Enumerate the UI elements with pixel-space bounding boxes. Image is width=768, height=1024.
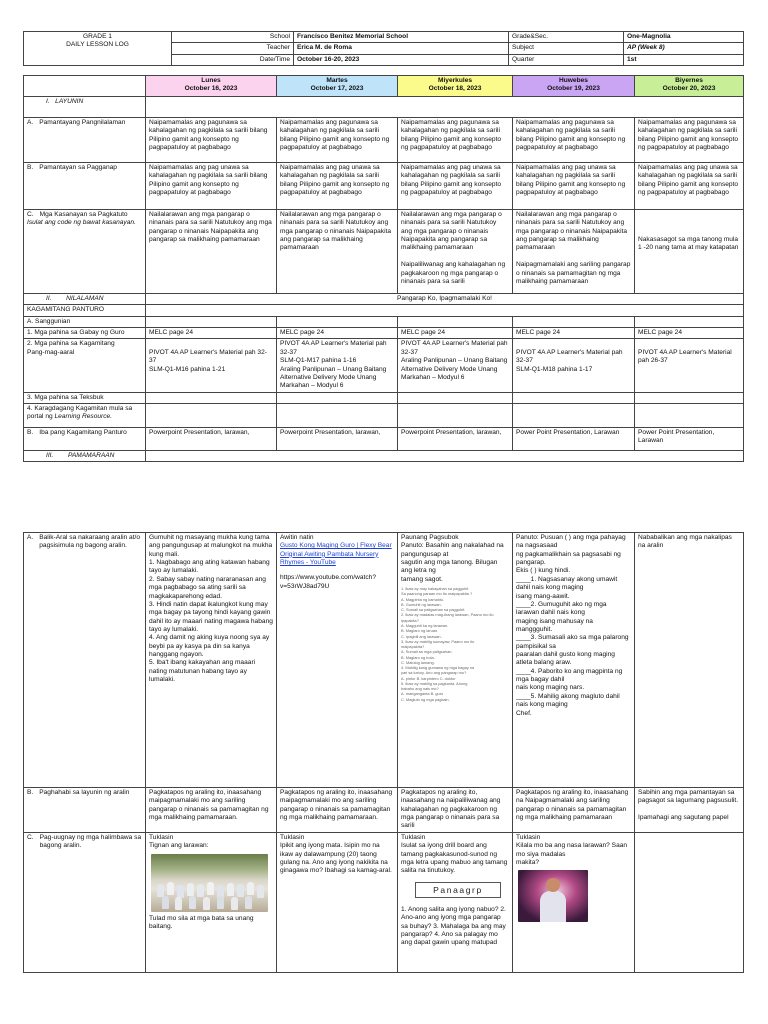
quarter-label: Quarter	[509, 54, 624, 65]
iba-pang-kagamitan-row	[24, 427, 744, 450]
cell-text: MELC page 24	[398, 328, 513, 339]
youtube-link[interactable]: Gusto Kong Maging Guro | Flexy Bear Original Awiting Pambata Nursery Rhymes - YouTube	[280, 542, 392, 567]
paunang-pagsubok: Paunang Pagsubok Panuto: Basahin ang nakalahad na pangungusap at sagutin ang mga tanong. Bilugan ang letra ng tamang sagot.	[401, 534, 504, 583]
cell-text: Nailalarawan ang mga pangarap o ninanais para sa sarili Natutukoy ang mga pangarap o ninanais Naipapakita ang pangarap sa malikhaing pamamaraan Naipaliliwanag ang kahalagahan ng pagkakaroon ng mga pangarap o ninanais para sa sarili	[398, 210, 513, 294]
balik-aral-tuesday	[277, 533, 398, 788]
balik-aral-friday: Nababalikan ang mga nakalipas na aralin	[635, 533, 744, 788]
quiz-image: 1. Ikaw ay may kakayahan sa pagguhit. Sa paanong paraan mo ito maipapakita ? A. Magpinta ng kamahtu. B. Gumuhit ng larawan. C. Sumali sa paligsahan sa pagguhit. 2. Ikaw ay madalas mag-ibang larawan, Paano mo ito ipapakita? A. Magguhit ka ng larawan. B. Maglaro ng laruan. C. Ipagbili ang larawan. 3. Ikaw ay mahilig sumayaw, Paano mo ito maipapakita? A. Sumali sa mga paligsahan. B. Maglaro ng bola. C. Matulog lamang. 4. Mahilig kang gumawa ng mga bagay na yari sa kahoy. Ano ang pangarap mo? A. pintor B. karpintero C. doktor 5. Ikaw ay mahilig sa pagkanta. Anong trabaho ang nais mo? A. manganganta B. guro C. Magluto ng mga pagkain.	[401, 586, 494, 702]
section-nilalaman: II. NILALAMAN	[24, 294, 146, 305]
cell-text: MELC page 24	[635, 328, 744, 339]
cell-text: MELC page 24	[277, 328, 398, 339]
subject-label: Subject	[509, 43, 624, 54]
datetime-label: Date/Time	[172, 54, 294, 65]
row-label-gabay-guro: 1. Mga pahina sa Gabay ng Guro	[24, 328, 146, 339]
students-photo	[151, 854, 268, 912]
datetime-value: October 16-20, 2023	[294, 54, 509, 65]
cell-text: PIVOT 4A AP Learner's Material pah 32-37 SLM-Q1-M18 pahina 1-17	[513, 339, 635, 392]
row-label-pamantayang-pangnilalaman: A. Pamantayang Pangnilalaman	[24, 118, 146, 163]
cell-text: Nailalarawan ang mga pangarap o ninanais para sa sarili Natutukoy ang mga pangarap o ninanais Naipapakita ang pangarap sa malikhaing pamamaraan Naipagmamalaki ang sariling pangarap o ninanais sa pamamagitan ng mga malikhaing pamamaraan	[513, 210, 635, 294]
cell-text: Naipamamalas ang pag unawa sa kahalagahan ng pagkilala sa sarili bilang Pilipino gamit ang konsepto ng pagpapatuloy at pagbabago	[398, 163, 513, 210]
row-label-sanggunian: A. Sanggunian	[24, 316, 146, 327]
awitin-title: Awitin natin	[280, 534, 314, 541]
layunin-row	[24, 97, 744, 118]
section-layunin: I. LAYUNIN	[24, 97, 146, 118]
cell-text: Sabihin ang mga pamantayan sa pagsagot sa lagumang pagsusulit. Ipamahagi ang sagutang papel	[635, 788, 744, 833]
grade-cell	[24, 32, 172, 66]
gradesec-label: Grade&Sec.	[509, 32, 624, 43]
school-label: School	[172, 32, 294, 43]
pamamaraan-table	[23, 532, 744, 973]
pamamaraan-row	[24, 450, 744, 461]
row-label-kasanayan: C. Mga Kasanayan sa Pagkatuto Isulat ang code ng bawat kasanayan.	[24, 210, 146, 294]
quarter-value: 1st	[624, 54, 744, 65]
section-pamamaraan: III. PAMAMARAAN	[24, 450, 146, 461]
pag-uugnay-row	[24, 833, 744, 973]
gradesec-value: One-Magnolia	[624, 32, 744, 43]
row-label-karagdagang: 4. Karagdagang Kagamitan mula sa portal ng Learning Resource.	[24, 403, 146, 427]
nilalaman-value: Pangarap Ko, Ipagmamalaki Ko!	[146, 294, 744, 305]
karagdagang-row	[24, 403, 744, 427]
cell-text: Power Point Presentation, Larawan	[513, 427, 635, 450]
singer-photo	[518, 870, 588, 922]
cell-text: Power Point Presentation, Larawan	[635, 427, 744, 450]
kagamitang-row	[24, 305, 744, 316]
balik-aral-wednesday	[398, 533, 513, 788]
cell-text: Powerpoint Presentation, larawan,	[277, 427, 398, 450]
teksbuk-row	[24, 392, 744, 403]
cell-text: PIVOT 4A AP Learner's Material pah 32-37 Araling Panlipunan – Unang Baitang Alternative Delivery Mode Unang Markahan – Modyul 6	[398, 339, 513, 392]
pamantayang-pangnilalaman-row	[24, 118, 744, 163]
cell-text: Pagkatapos ng araling ito, inaasahang maipagmamalaki mo ang sariling pangarap o ninanais sa pamamagitan ng mga malikhaing pamamaraan.	[146, 788, 277, 833]
cell-text: MELC page 24	[513, 328, 635, 339]
day-header-friday: Biyernes October 20, 2023	[635, 76, 744, 97]
row-label-teksbuk: 3. Mga pahina sa Teksbuk	[24, 392, 146, 403]
cell-text: Naipamamalas ang pag unawa sa kahalagahan ng pagkilala sa sarili bilang Pilipino gamit ang konsepto ng pagpapatuloy at pagbabago	[513, 163, 635, 210]
pag-uugnay-thursday: Tuklasin Kilala mo ba ang nasa larawan? Saan mo siya madalas makita?	[513, 833, 635, 973]
paghahabi-row	[24, 788, 744, 833]
teacher-label: Teacher	[172, 43, 294, 54]
row-label-pag-uugnay: C. Pag-uugnay ng mga halimbawa sa bagong aralin.	[24, 833, 146, 973]
teacher-value: Erica M. de Roma	[294, 43, 509, 54]
days-row	[24, 76, 744, 97]
row-label-paghahabi: B. Paghahabi sa layunin ng aralin	[24, 788, 146, 833]
day-header-thursday: Huwebes October 19, 2023	[513, 76, 635, 97]
day-header-wednesday: Miyerkules October 18, 2023	[398, 76, 513, 97]
header-table	[23, 31, 744, 66]
cell-text: PIVOT 4A AP Learner's Material pah 26-37	[635, 339, 744, 392]
cell-text: Naipamamalas ang pag unawa sa kahalagahan ng pagkilala sa sarili bilang Pilipino gamit ang konsepto ng pagpapatuloy at pagbabago	[146, 163, 277, 210]
school-value: Francisco Benitez Memorial School	[294, 32, 509, 43]
grade-label: GRADE 1	[83, 33, 112, 40]
log-type-label: DAILY LESSON LOG	[66, 41, 129, 49]
pamantayan-pagganap-row	[24, 163, 744, 210]
balik-aral-monday: Gumuhit ng masayang mukha kung tama ang pangungusap at malungkot na mukha kung mali. 1. Nagbabago ang ating katawan habang tayo ay lumalaki. 2. Sabay sabay nating nararanasan ang mga pagbabago sa ating sarili sa magkakaparehong edad. 3. Hindi natin dapat ikalungkot kung may mga bagay pa tayong hindi kayang gawin dahil ito ay maaari nating magawa habang tayo ay lumalaki. 4. Ang damit ng aking kuya noong sya ay beybi pa ay kasya pa din sa kanya hanggang ngayon. 5. Iba't ibang kakayahan ang maaari nating matutunan habang tayo ay lumalaki.	[146, 533, 277, 788]
cell-text: Naipamamalas ang pagunawa sa kahalagahan ng pagkilala sa sarili bilang Pilipino gamit ang konsepto ng pagpapatuloy at pagbabago	[277, 118, 398, 163]
kasanayan-row	[24, 210, 744, 294]
day-header-monday: Lunes October 16, 2023	[146, 76, 277, 97]
cell-text: Naipamamalas ang pag unawa sa kahalagahan ng pagkilala sa sarili bilang Pilipino gamit ang konsepto ng pagpapatuloy at pagbabago	[635, 163, 744, 210]
youtube-url[interactable]: https://www.youtube.com/watch?v=53rWJ8ad79U	[280, 574, 377, 590]
subject-value: AP (Week 8)	[624, 43, 744, 54]
balik-aral-thursday: Panuto: Pusuan ( ) ang mga pahayag na nagsasaad ng pagkamalikhain sa pagsasabi ng pangarap. Ekis ( ) kung hindi. ____1. Nagsasanay akong umawit dahil nais kong maging isang mang-aawit. ____2. Gumuguhit ako ng mga larawan dahil nais kong maging isang mahusay na manggguhit. ____3. Sumasali ako sa mga palarong pampisikal sa paaralan dahil gusto kong maging atleta balang araw. ____4. Paborito ko ang magpinta ng mga bagay dahil nais kong maging nars. ____5. Mahilig akong magluto dahil nais kong maging Chef.	[513, 533, 635, 788]
scrambled-word-box: Panaagrp	[415, 882, 501, 898]
section-kagamitang: KAGAMITANG PANTURO	[24, 305, 146, 316]
cell-text: Nailalarawan ang mga pangarap o ninanais para sa sarili Natutukoy ang mga pangarap o ninanais Naipapakita ang pangarap sa malikhaing pamamaraan	[146, 210, 277, 294]
nilalaman-row	[24, 294, 744, 305]
cell-text: Naipamamalas ang pagunawa sa kahalagahan ng pagkilala sa sarili bilang Pilipino gamit ang konsepto ng pagpapatuloy at pagbabago	[635, 118, 744, 163]
cell-text: PIVOT 4A AP Learner's Material pah 32-37 SLM-Q1-M16 pahina 1-21	[146, 339, 277, 392]
pag-uugnay-monday: Tuklasin Tignan ang larawan: Tulad mo sila at mga bata sa unang baitang.	[146, 833, 277, 973]
sanggunian-row	[24, 316, 744, 327]
cell-text: Pagkatapos ng araling ito, inaasahang na Naipagmamalaki ang sariling pangarap o ninanais sa pamamagitan ng mga malikhaing pamamaraan	[513, 788, 635, 833]
gabay-guro-row	[24, 328, 744, 339]
row-label-pamantayan-pagganap: B. Pamantayan sa Pagganap	[24, 163, 146, 210]
row-label-balik-aral: A. Balik-Aral sa nakaraang aralin at/o pagsisimula ng bagong aralin.	[24, 533, 146, 788]
cell-text: Naipamamalas ang pagunawa sa kahalagahan ng pagkilala sa sarili bilang Pilipino gamit ang konsepto ng pagpapatuloy at pagbabago	[398, 118, 513, 163]
cell-text: Nailalarawan ang mga pangarap o ninanais para sa sarili Natutukoy ang mga pangarap o ninanais Naipapakita ang pangarap sa malikhaing pamamaraan	[277, 210, 398, 294]
cell-text: Powerpoint Presentation, larawan,	[146, 427, 277, 450]
cell-text: Naipamamalas ang pagunawa sa kahalagahan ng pagkilala sa sarili bilang Pilipino gamit ang konsepto ng pagpapatuloy at pagbabago	[146, 118, 277, 163]
cell-text: Naipamamalas ang pag unawa sa kahalagahan ng pagkilala sa sarili bilang Pilipino gamit ang konsepto ng pagpapatuloy at pagbabago	[277, 163, 398, 210]
row-label-iba-pang-kagamitan: B. Iba pang Kagamitang Panturo	[24, 427, 146, 450]
lesson-log-page-2	[0, 532, 768, 972]
cell-text: Naipamamalas ang pagunawa sa kahalagahan ng pagkilala sa sarili bilang Pilipino gamit ang konsepto ng pagpapatuloy at pagbabago	[513, 118, 635, 163]
cell-text: Nakasasagot sa mga tanong mula 1 -20 nang tama at may katapatan	[635, 210, 744, 294]
day-header-tuesday: Martes October 17, 2023	[277, 76, 398, 97]
pag-uugnay-wednesday: Tuklasin Isulat sa iyong drill board ang tamang pagkakasunod-sunod ng mga letra upang mabuo ang tamang salita na tinutukoy. Panaagrp 1. Anong salita ang iyong nabuo? 2. Ano-ano ang iyong mga pangarap sa buhay? 3. Mahalaga ba ang may pangarap? 4. Ano sa palagay mo ang dapat gawin upang matupad	[398, 833, 513, 973]
cell-text: Pagkatapos ng araling ito, inaasahang na naipaliliwanag ang kahalagahan ng pagkakaroon ng mga pangarap o ninanais para sa sarili	[398, 788, 513, 833]
lesson-log-page-1	[0, 0, 768, 470]
cell-text: MELC page 24	[146, 328, 277, 339]
pag-uugnay-tuesday: Tuklasin Ipikit ang iyong mata. Isipin mo na ikaw ay dalawampung (20) taong gulang na. Ano ang iyong nakikita na ginagawa mo? Ibahagi sa kamag-aral.	[277, 833, 398, 973]
cell-text: Pagkatapos ng araling ito, inaasahang maipagmamalaki mo ang sariling pangarap o ninanais sa pamamagitan ng mga malikhaing pamamaraan.	[277, 788, 398, 833]
lesson-table	[23, 75, 744, 462]
row-label-kagamitang-mag-aaral: 2. Mga pahina sa Kagamitang Pang-mag-aaral	[24, 339, 146, 392]
balik-aral-row	[24, 533, 744, 788]
cell-text: Powerpoint Presentation, larawan,	[398, 427, 513, 450]
cell-text: PIVOT 4A AP Learner's Material pah 32-37 SLM-Q1-M17 pahina 1-16 Araling Panlipunan – Unang Baitang Alternative Delivery Mode Unang Markahan – Modyul 6	[277, 339, 398, 392]
kagamitang-mag-aaral-row	[24, 339, 744, 392]
